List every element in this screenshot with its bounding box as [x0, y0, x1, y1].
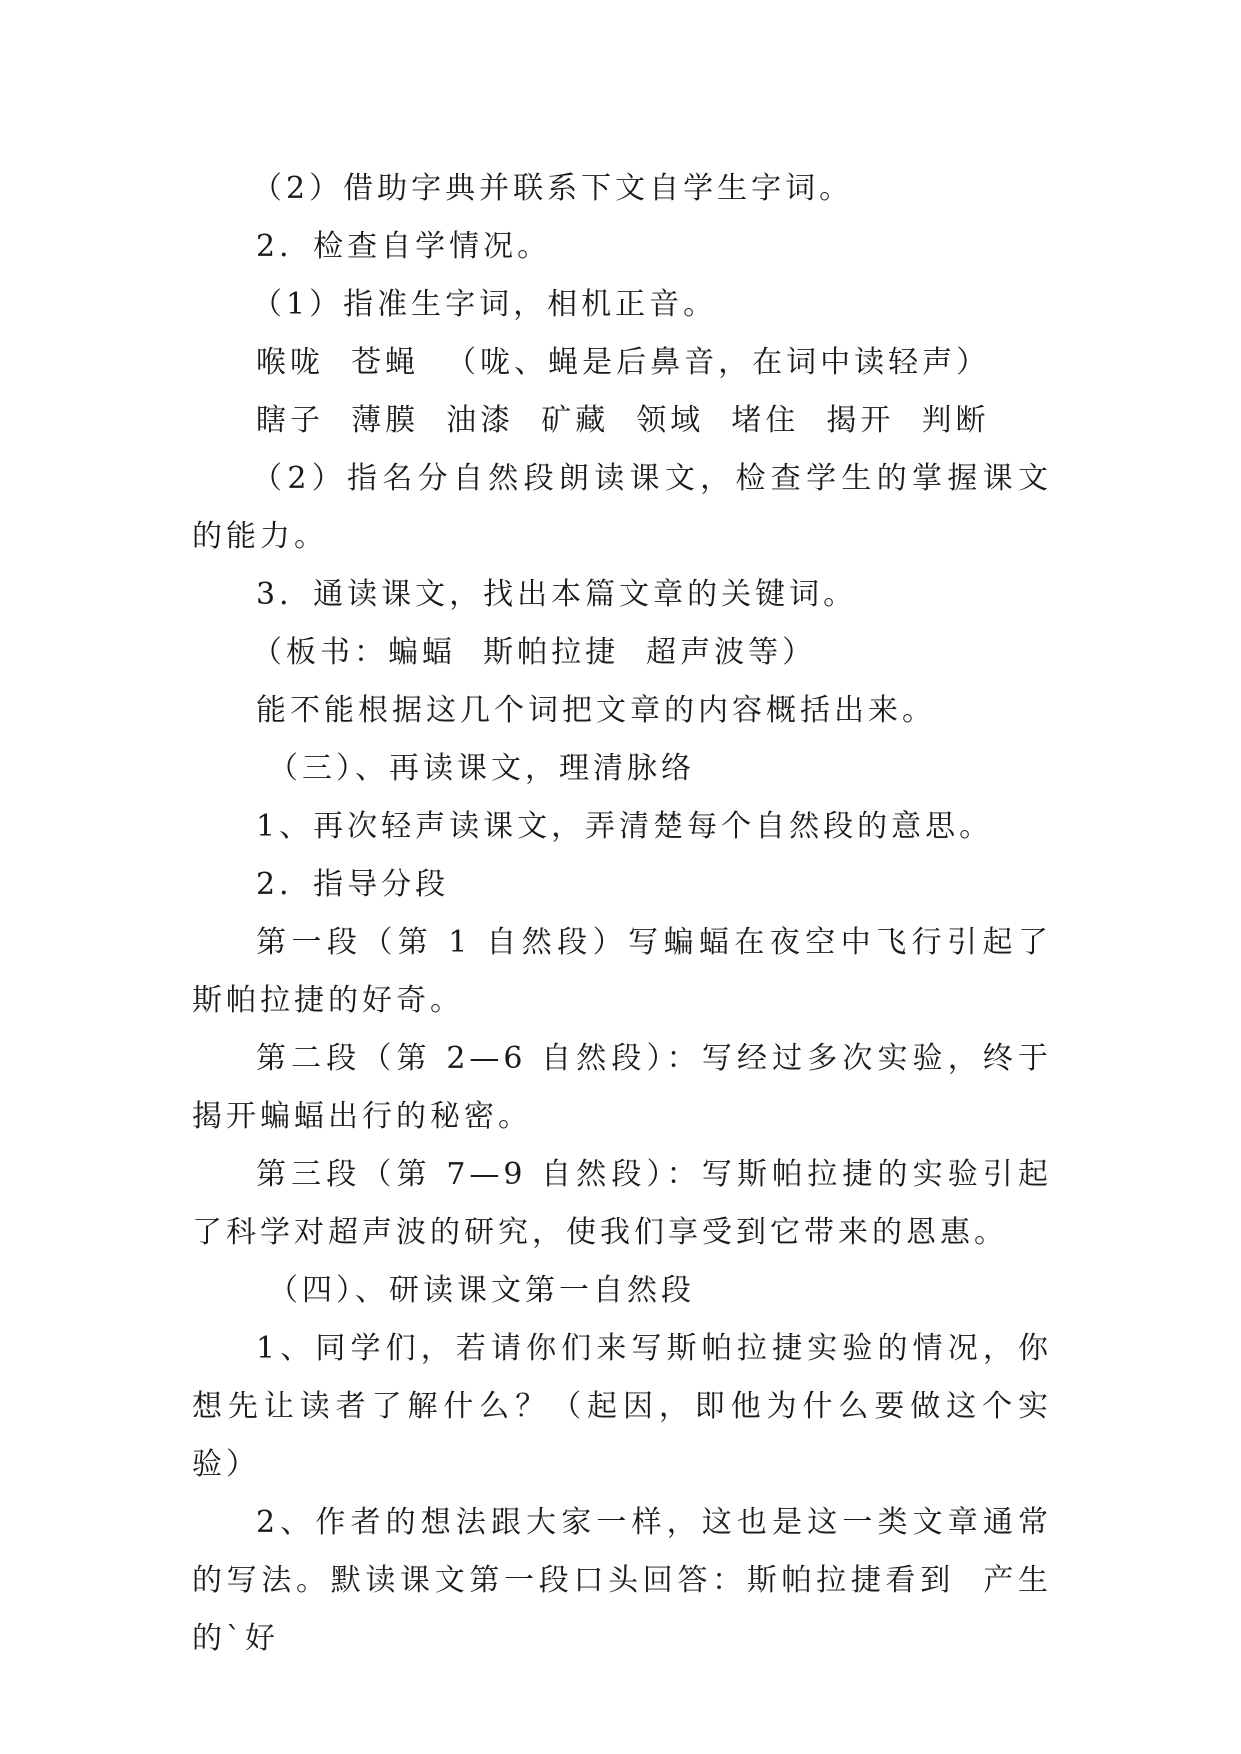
- paragraph: （1）指准生字词，相机正音。: [252, 287, 718, 322]
- section-heading: （三）、再读课文，理清脉络: [268, 751, 695, 786]
- paragraph: （板书：蝙蝠 斯帕拉捷 超声波等）: [252, 635, 817, 670]
- section-heading: （四）、研读课文第一自然段: [268, 1273, 695, 1308]
- paragraph: 1、同学们，若请你们来写斯帕拉捷实验的情况，你想先让读者了解什么？（起因，即他为什么要做这个实验）: [192, 1331, 1052, 1482]
- document-body: [192, 160, 1052, 1668]
- paragraph: 瞎子 薄膜 油漆 矿藏 领域 堵住 揭开 判断: [256, 403, 990, 438]
- paragraph: 3．通读课文，找出本篇文章的关键词。: [256, 577, 858, 612]
- paragraph: 第二段（第 2—6 自然段）：写经过多次实验，终于揭开蝙蝠出行的秘密。: [192, 1041, 1052, 1134]
- paragraph: 喉咙 苍蝇 （咙、蝇是后鼻音，在词中读轻声）: [256, 345, 991, 380]
- paragraph: 2、作者的想法跟大家一样，这也是这一类文章通常的写法。默读课文第一段口头回答：斯帕拉捷看到 产生的`好: [192, 1505, 1052, 1656]
- paragraph: 能不能根据这几个词把文章的内容概括出来。: [256, 693, 936, 728]
- paragraph: （2）借助字典并联系下文自学生字词。: [252, 171, 854, 206]
- paragraph: 第三段（第 7—9 自然段）：写斯帕拉捷的实验引起了科学对超声波的研究，使我们享受到它带来的恩惠。: [192, 1157, 1052, 1250]
- paragraph: （2）指名分自然段朗读课文，检查学生的掌握课文的能力。: [192, 461, 1052, 554]
- paragraph: 2．检查自学情况。: [256, 229, 552, 264]
- paragraph: 1、再次轻声读课文，弄清楚每个自然段的意思。: [256, 809, 994, 844]
- paragraph: 第一段（第 1 自然段）写蝙蝠在夜空中飞行引起了斯帕拉捷的好奇。: [192, 925, 1052, 1018]
- paragraph: 2．指导分段: [256, 867, 450, 902]
